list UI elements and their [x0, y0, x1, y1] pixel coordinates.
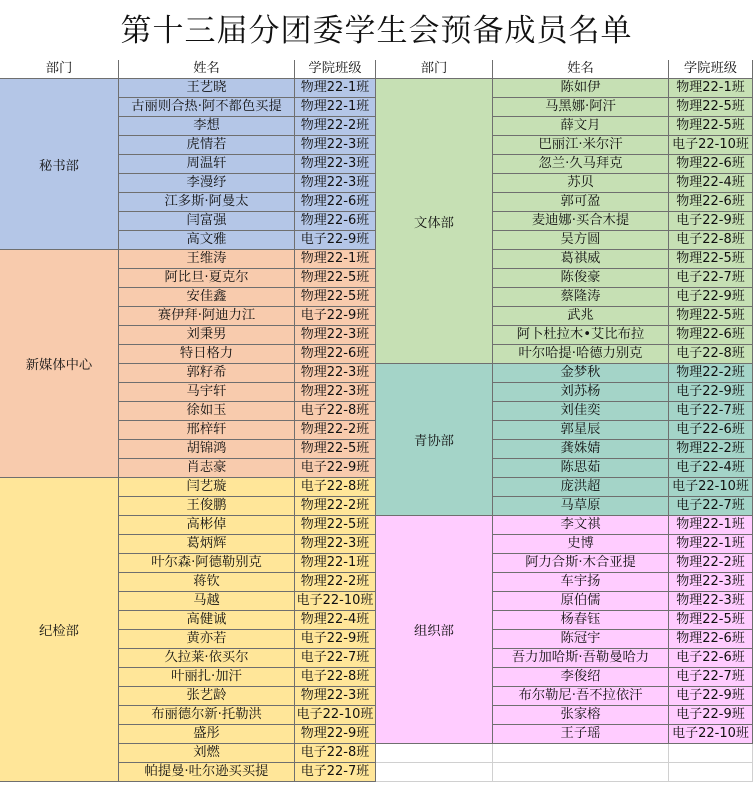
member-class: 电子22-9班 [295, 630, 376, 649]
member-name: 郭籽希 [119, 364, 295, 383]
member-name: 高健诚 [119, 611, 295, 630]
member-name: 陈俊豪 [493, 269, 669, 288]
member-name: 阿力合斯·木合亚提 [493, 554, 669, 573]
member-name: 特日格力 [119, 345, 295, 364]
member-class: 电子22-10班 [669, 136, 753, 155]
member-name: 吾力加哈斯·吾勒曼哈力 [493, 649, 669, 668]
member-name: 陈如伊 [493, 79, 669, 98]
member-name: 久拉莱·依买尔 [119, 649, 295, 668]
member-class: 物理22-5班 [669, 250, 753, 269]
member-name: 闫富强 [119, 212, 295, 231]
member-name: 古丽则合热·阿不都色买提 [119, 98, 295, 117]
member-class: 物理22-2班 [669, 364, 753, 383]
member-name: 李俊绍 [493, 668, 669, 687]
member-name: 巴丽江·米尔汗 [493, 136, 669, 155]
member-class: 电子22-10班 [669, 478, 753, 497]
member-class: 物理22-1班 [295, 554, 376, 573]
member-class: 物理22-1班 [295, 79, 376, 98]
member-name: 布丽德尔新·托勒洪 [119, 706, 295, 725]
member-name: 蔡隆涛 [493, 288, 669, 307]
member-class: 电子22-8班 [669, 231, 753, 250]
member-class: 物理22-1班 [295, 98, 376, 117]
member-class: 物理22-5班 [669, 117, 753, 136]
member-class: 物理22-6班 [295, 193, 376, 212]
member-class: 物理22-2班 [669, 440, 753, 459]
member-class: 物理22-3班 [295, 535, 376, 554]
member-class: 物理22-3班 [669, 592, 753, 611]
member-class: 电子22-8班 [295, 478, 376, 497]
member-class: 电子22-9班 [669, 706, 753, 725]
member-class: 物理22-3班 [669, 573, 753, 592]
member-name: 帕提曼·吐尔逊买买提 [119, 763, 295, 782]
member-class: 物理22-5班 [295, 269, 376, 288]
member-name: 邢梓轩 [119, 421, 295, 440]
member-name: 叶尔哈提·哈德力别克 [493, 345, 669, 364]
member-class: 物理22-6班 [669, 630, 753, 649]
member-class: 电子22-9班 [295, 231, 376, 250]
member-name: 陈冠宇 [493, 630, 669, 649]
header-dept: 部门 [0, 60, 119, 79]
member-name: 马越 [119, 592, 295, 611]
empty-cell [669, 744, 753, 763]
member-class: 物理22-3班 [295, 155, 376, 174]
member-class: 物理22-5班 [295, 440, 376, 459]
member-name: 郭星辰 [493, 421, 669, 440]
member-class: 电子22-7班 [295, 763, 376, 782]
empty-cell [493, 763, 669, 782]
member-name: 张艺龄 [119, 687, 295, 706]
member-class: 物理22-5班 [669, 611, 753, 630]
member-class: 物理22-9班 [295, 725, 376, 744]
member-name: 盛彤 [119, 725, 295, 744]
member-class: 物理22-5班 [295, 516, 376, 535]
member-class: 物理22-6班 [295, 345, 376, 364]
member-class: 物理22-3班 [295, 174, 376, 193]
member-class: 物理22-1班 [669, 79, 753, 98]
member-name: 李文祺 [493, 516, 669, 535]
member-name: 陈思茹 [493, 459, 669, 478]
member-name: 张家榕 [493, 706, 669, 725]
member-class: 物理22-1班 [669, 535, 753, 554]
member-class: 电子22-7班 [669, 497, 753, 516]
member-class: 物理22-2班 [295, 497, 376, 516]
member-class: 电子22-9班 [669, 687, 753, 706]
member-name: 闫艺璇 [119, 478, 295, 497]
member-class: 电子22-10班 [669, 725, 753, 744]
member-name: 庞洪超 [493, 478, 669, 497]
member-name: 忽兰·久马拜克 [493, 155, 669, 174]
member-class: 电子22-10班 [295, 706, 376, 725]
member-name: 高彬倬 [119, 516, 295, 535]
dept-cell: 文体部 [376, 79, 493, 364]
header-class: 学院班级 [295, 60, 376, 79]
empty-cell [493, 744, 669, 763]
member-class: 物理22-1班 [295, 250, 376, 269]
member-class: 电子22-9班 [669, 288, 753, 307]
member-name: 刘秉男 [119, 326, 295, 345]
member-class: 电子22-7班 [669, 269, 753, 288]
member-class: 物理22-1班 [669, 516, 753, 535]
member-name: 徐如玉 [119, 402, 295, 421]
empty-cell [376, 763, 493, 782]
member-name: 龚姝婧 [493, 440, 669, 459]
member-name: 吴方圆 [493, 231, 669, 250]
member-name: 布尔勒尼·吾不拉依汗 [493, 687, 669, 706]
header-name: 姓名 [119, 60, 295, 79]
member-class: 物理22-6班 [669, 155, 753, 174]
member-name: 刘燃 [119, 744, 295, 763]
member-name: 葛祺威 [493, 250, 669, 269]
member-name: 虎情若 [119, 136, 295, 155]
dept-cell: 组织部 [376, 516, 493, 744]
member-name: 叶丽扎·加汗 [119, 668, 295, 687]
member-name: 王子瑶 [493, 725, 669, 744]
member-class: 物理22-3班 [295, 326, 376, 345]
member-name: 赛伊拜·阿迪力江 [119, 307, 295, 326]
member-name: 车宇扬 [493, 573, 669, 592]
member-name: 叶尔森·阿德勒别克 [119, 554, 295, 573]
member-class: 电子22-9班 [295, 459, 376, 478]
member-class: 物理22-6班 [669, 193, 753, 212]
member-class: 物理22-2班 [295, 573, 376, 592]
member-name: 金梦秋 [493, 364, 669, 383]
member-name: 史博 [493, 535, 669, 554]
member-name: 高文雅 [119, 231, 295, 250]
header-class: 学院班级 [669, 60, 753, 79]
member-class: 物理22-2班 [295, 421, 376, 440]
member-class: 电子22-8班 [295, 668, 376, 687]
member-class: 电子22-6班 [669, 421, 753, 440]
page-title: 第十三届分团委学生会预备成员名单 [120, 13, 633, 49]
member-name: 安佳鑫 [119, 288, 295, 307]
empty-cell [376, 744, 493, 763]
member-name: 蒋钦 [119, 573, 295, 592]
member-class: 电子22-9班 [669, 212, 753, 231]
member-class: 电子22-8班 [295, 744, 376, 763]
member-class: 物理22-2班 [669, 554, 753, 573]
dept-cell: 新媒体中心 [0, 250, 119, 478]
member-table [0, 60, 753, 785]
member-class: 电子22-8班 [669, 345, 753, 364]
member-class: 电子22-7班 [295, 649, 376, 668]
member-name: 杨春钰 [493, 611, 669, 630]
member-name: 肖志豪 [119, 459, 295, 478]
member-class: 物理22-6班 [295, 212, 376, 231]
member-class: 物理22-5班 [295, 288, 376, 307]
member-name: 阿比旦·夏克尔 [119, 269, 295, 288]
member-class: 电子22-9班 [295, 307, 376, 326]
member-class: 电子22-10班 [295, 592, 376, 611]
member-class: 电子22-7班 [669, 668, 753, 687]
dept-cell: 秘书部 [0, 79, 119, 250]
member-name: 苏贝 [493, 174, 669, 193]
member-name: 江多斯·阿曼太 [119, 193, 295, 212]
member-class: 物理22-3班 [295, 364, 376, 383]
member-name: 胡锦鸿 [119, 440, 295, 459]
member-name: 原伯儒 [493, 592, 669, 611]
member-class: 物理22-3班 [295, 136, 376, 155]
member-name: 李漫纾 [119, 174, 295, 193]
member-class: 电子22-8班 [295, 402, 376, 421]
member-name: 王维涛 [119, 250, 295, 269]
member-name: 郭可盈 [493, 193, 669, 212]
member-class: 物理22-3班 [295, 383, 376, 402]
member-class: 电子22-9班 [669, 383, 753, 402]
dept-cell: 纪检部 [0, 478, 119, 782]
member-name: 阿卜杜拉木•艾比布拉 [493, 326, 669, 345]
member-class: 电子22-4班 [669, 459, 753, 478]
member-name: 葛炳辉 [119, 535, 295, 554]
empty-cell [669, 763, 753, 782]
member-name: 王俊鹏 [119, 497, 295, 516]
member-class: 电子22-7班 [669, 402, 753, 421]
member-name: 马黑娜·阿汗 [493, 98, 669, 117]
member-class: 物理22-4班 [295, 611, 376, 630]
member-name: 马宇轩 [119, 383, 295, 402]
member-name: 薛文月 [493, 117, 669, 136]
member-name: 周温轩 [119, 155, 295, 174]
member-name: 黄亦若 [119, 630, 295, 649]
dept-cell: 青协部 [376, 364, 493, 516]
member-name: 王艺晓 [119, 79, 295, 98]
member-class: 物理22-6班 [669, 326, 753, 345]
member-name: 武兆 [493, 307, 669, 326]
member-name: 麦迪娜·买合木提 [493, 212, 669, 231]
member-name: 李想 [119, 117, 295, 136]
member-class: 物理22-4班 [669, 174, 753, 193]
member-class: 物理22-5班 [669, 98, 753, 117]
member-class: 物理22-2班 [295, 117, 376, 136]
header-dept: 部门 [376, 60, 493, 79]
header-name: 姓名 [493, 60, 669, 79]
member-name: 刘苏杨 [493, 383, 669, 402]
member-name: 刘佳奕 [493, 402, 669, 421]
member-class: 物理22-3班 [295, 687, 376, 706]
member-class: 物理22-5班 [669, 307, 753, 326]
member-name: 马草原 [493, 497, 669, 516]
member-class: 电子22-6班 [669, 649, 753, 668]
